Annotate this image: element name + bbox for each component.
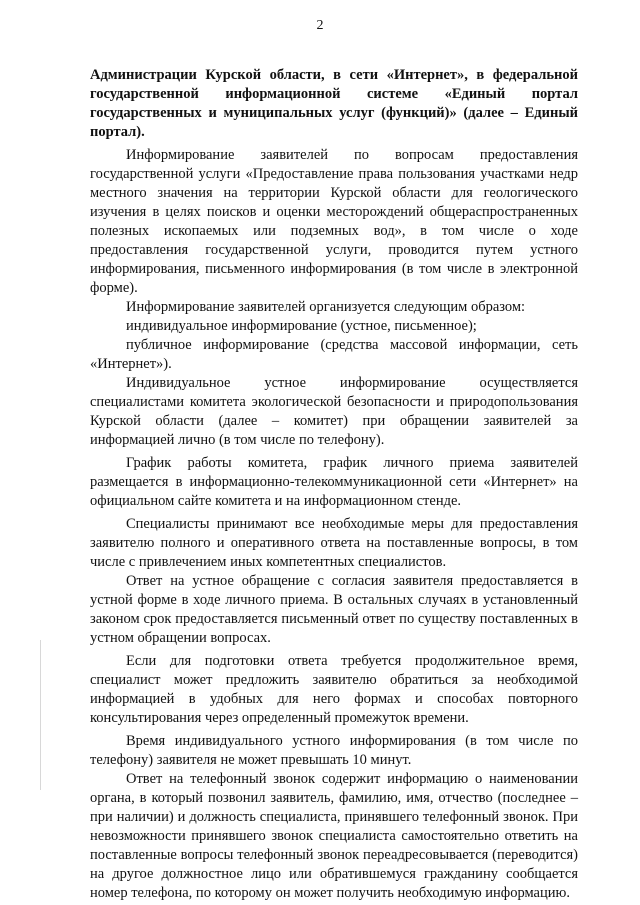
document-body: [90, 66, 578, 903]
paragraph-time-limit: Время индивидуального устного информирования (в том числе по телефону) заявителя не может превышать 10 минут.: [90, 733, 578, 768]
paragraph-specialists: Специалисты принимают все необходимые меры для предоставления заявителю полного и оперативного ответа на поставленные вопросы, в том числе с привлечением иных компетентных специалистов.: [90, 516, 578, 570]
paragraph-individual-informing: индивидуальное информирование (устное, письменное);: [126, 318, 477, 334]
intro-paragraph-bold: Администрации Курской области, в сети «Интернет», в федеральной государственной информационной системе «Единый портал государственных и муниципальных услуг (функций)» (далее – Единый портал).: [90, 67, 578, 140]
page-number: 2: [316, 18, 324, 33]
paragraph-informing-applicants: Информирование заявителей по вопросам предоставления государственной услуги «Предоставление права пользования участками недр местного значения на территории Курской области для геологического изучения в целях поисков и оценки месторождений общераспространенных полезных ископаемых или подземных вод», в том числе о ходе предоставления государственной услуги, проводится путем устного информирования, письменного информирования (в том числе в электронной форме).: [90, 147, 578, 296]
paragraph-schedule: График работы комитета, график личного приема заявителей размещается в информационно-телекоммуникационной сети «Интернет» на официальном сайте комитета и на информационном стенде.: [90, 455, 578, 509]
paragraph-oral-informing: Индивидуальное устное информирование осуществляется специалистами комитета экологической безопасности и природопользования Курской области (далее – комитет) при обращении заявителей за информацией лично (в том числе по телефону).: [90, 375, 578, 448]
paragraph-public-informing: публичное информирование (средства массовой информации, сеть «Интернет»).: [90, 337, 578, 372]
scan-margin-line: [40, 640, 41, 790]
paragraph-oral-answer: Ответ на устное обращение с согласия заявителя предоставляется в устной форме в ходе личного приема. В остальных случаях в установленный законом срок предоставляется письменный ответ по существу поставленных в устном обращении вопросах.: [90, 573, 578, 646]
paragraph-preparation-time: Если для подготовки ответа требуется продолжительное время, специалист может предложить заявителю обратиться за необходимой информацией в удобных для него формах и способах повторного консультирования через определенный промежуток времени.: [90, 653, 578, 726]
paragraph-organization: Информирование заявителей организуется следующим образом:: [126, 299, 526, 315]
paragraph-phone-call: Ответ на телефонный звонок содержит информацию о наименовании органа, в который позвонил заявитель, фамилию, имя, отчество (последнее – при наличии) и должность специалиста, принявшего телефонный звонок. При невозможности принявшего звонок специалиста самостоятельно ответить на поставленные вопросы телефонный звонок переадресовывается (переводится) на другое должностное лицо или обратившемуся гражданину сообщается номер телефона, по которому он может получить необходимую информацию.: [90, 771, 578, 901]
